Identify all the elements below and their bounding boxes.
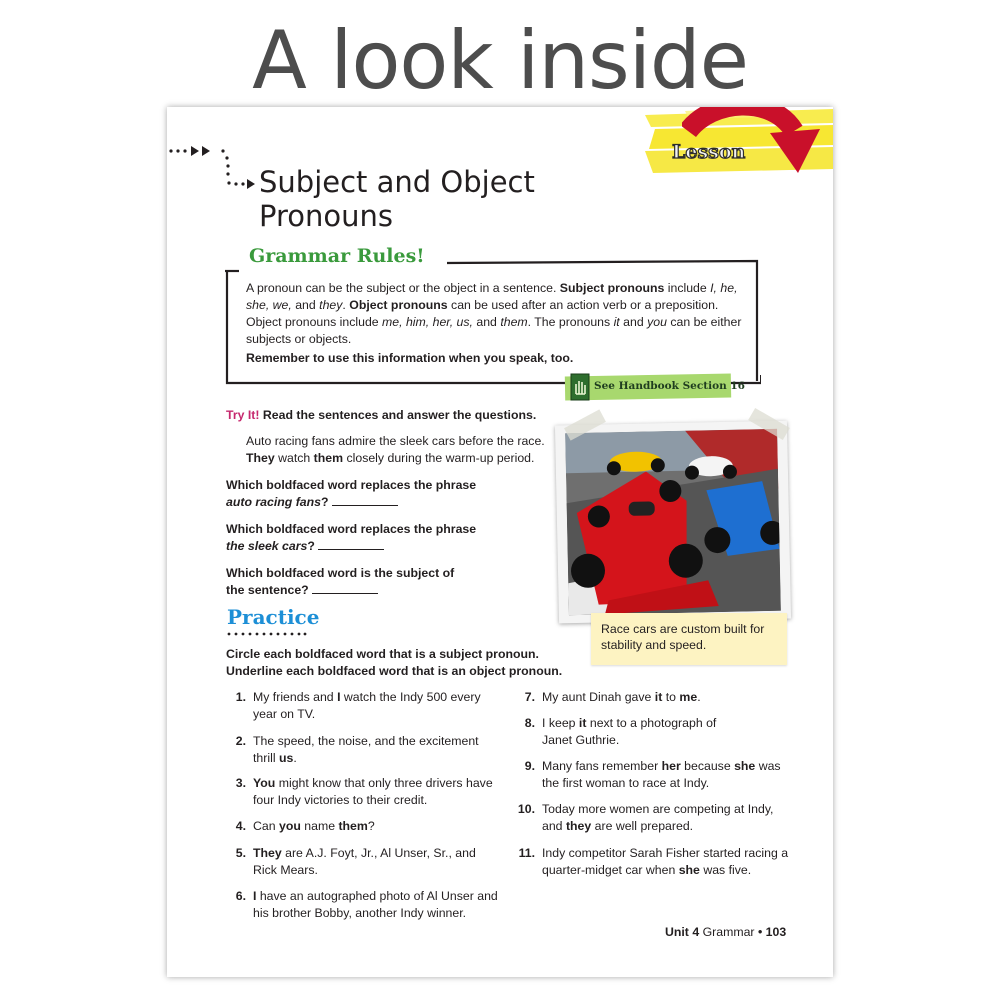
race-car-photo-frame <box>555 421 791 624</box>
practice-heading: Practice <box>227 605 320 629</box>
grammar-rules-text: A pronoun can be the subject or the object in a sentence. Subject pronouns include I, he, she, we, and they. Object pronouns can be used after an action verb or a preposition. Object pronouns include me, him, her, us, and them. The pronouns it and you can be either subjects or objects. <box>246 281 742 346</box>
practice-item-1: 1. My friends and I watch the Indy 500 every year on TV. <box>235 690 481 721</box>
try-it-instruction: Try It! Read the sentences and answer the questions. <box>226 408 537 422</box>
curved-arrow-icon <box>682 107 822 181</box>
dotted-arrow-icon <box>167 141 259 193</box>
answer-blank[interactable] <box>318 539 384 550</box>
grammar-rules-heading: Grammar Rules! <box>245 245 429 267</box>
grammar-rules-remember: Remember to use this information when you speak, too. <box>246 351 574 365</box>
try-it-passage: Auto racing fans admire the sleek cars before the race. They watch them closely during the warm-up period. <box>246 434 545 465</box>
handbook-link[interactable] <box>565 372 745 402</box>
workbook-page <box>167 107 833 977</box>
practice-item-10: 10. Today more women are competing at Indy, and they are well prepared. <box>517 802 774 833</box>
race-car-photo <box>565 429 781 615</box>
answer-blank[interactable] <box>312 583 378 594</box>
try-it-question-2: Which boldfaced word replaces the phrase the sleek cars? <box>226 522 477 553</box>
title-line-1: Subject and Object <box>259 165 535 199</box>
practice-item-4: 4. Can you name them? <box>235 819 375 833</box>
title-line-2: Pronouns <box>259 199 393 233</box>
photo-caption: Race cars are custom built for stability and speed. <box>591 613 787 665</box>
practice-item-5: 5. They are A.J. Foyt, Jr., Al Unser, Sr., and Rick Mears. <box>235 846 476 877</box>
practice-item-3: 3. You might know that only three drivers have four Indy victories to their credit. <box>235 776 493 807</box>
try-it-label: Try It! <box>226 408 260 422</box>
lesson-label: Lesson <box>672 141 746 163</box>
try-it-question-3: Which boldfaced word is the subject of the sentence? <box>226 566 455 597</box>
try-it-question-1: Which boldfaced word replaces the phrase auto racing fans? <box>226 478 477 509</box>
practice-item-8: 8. I keep it next to a photograph of Janet Guthrie. <box>524 716 717 747</box>
headline: A look inside <box>252 14 748 107</box>
page-footer: Unit 4 Grammar • 103 <box>665 925 787 939</box>
practice-item-7: 7. My aunt Dinah gave it to me. <box>524 690 701 704</box>
practice-directions: Circle each boldfaced word that is a subject pronoun. Underline each boldfaced word that is an object pronoun. <box>226 647 563 678</box>
handbook-link-label[interactable]: See Handbook Section 16 <box>594 380 745 392</box>
answer-blank[interactable] <box>332 495 398 506</box>
handbook-icon <box>569 372 591 402</box>
practice-item-9: 9. Many fans remember her because she was the first woman to race at Indy. <box>524 759 781 790</box>
page-title <box>259 165 535 233</box>
practice-item-11: 11. Indy competitor Sarah Fisher started racing a quarter-midget car when she was five. <box>518 846 789 877</box>
practice-item-6: 6. I have an autographed photo of Al Unser and his brother Bobby, another Indy winner. <box>235 889 498 920</box>
practice-item-2: 2. The speed, the noise, and the excitement thrill us. <box>235 734 479 765</box>
dotted-underline <box>227 631 307 637</box>
